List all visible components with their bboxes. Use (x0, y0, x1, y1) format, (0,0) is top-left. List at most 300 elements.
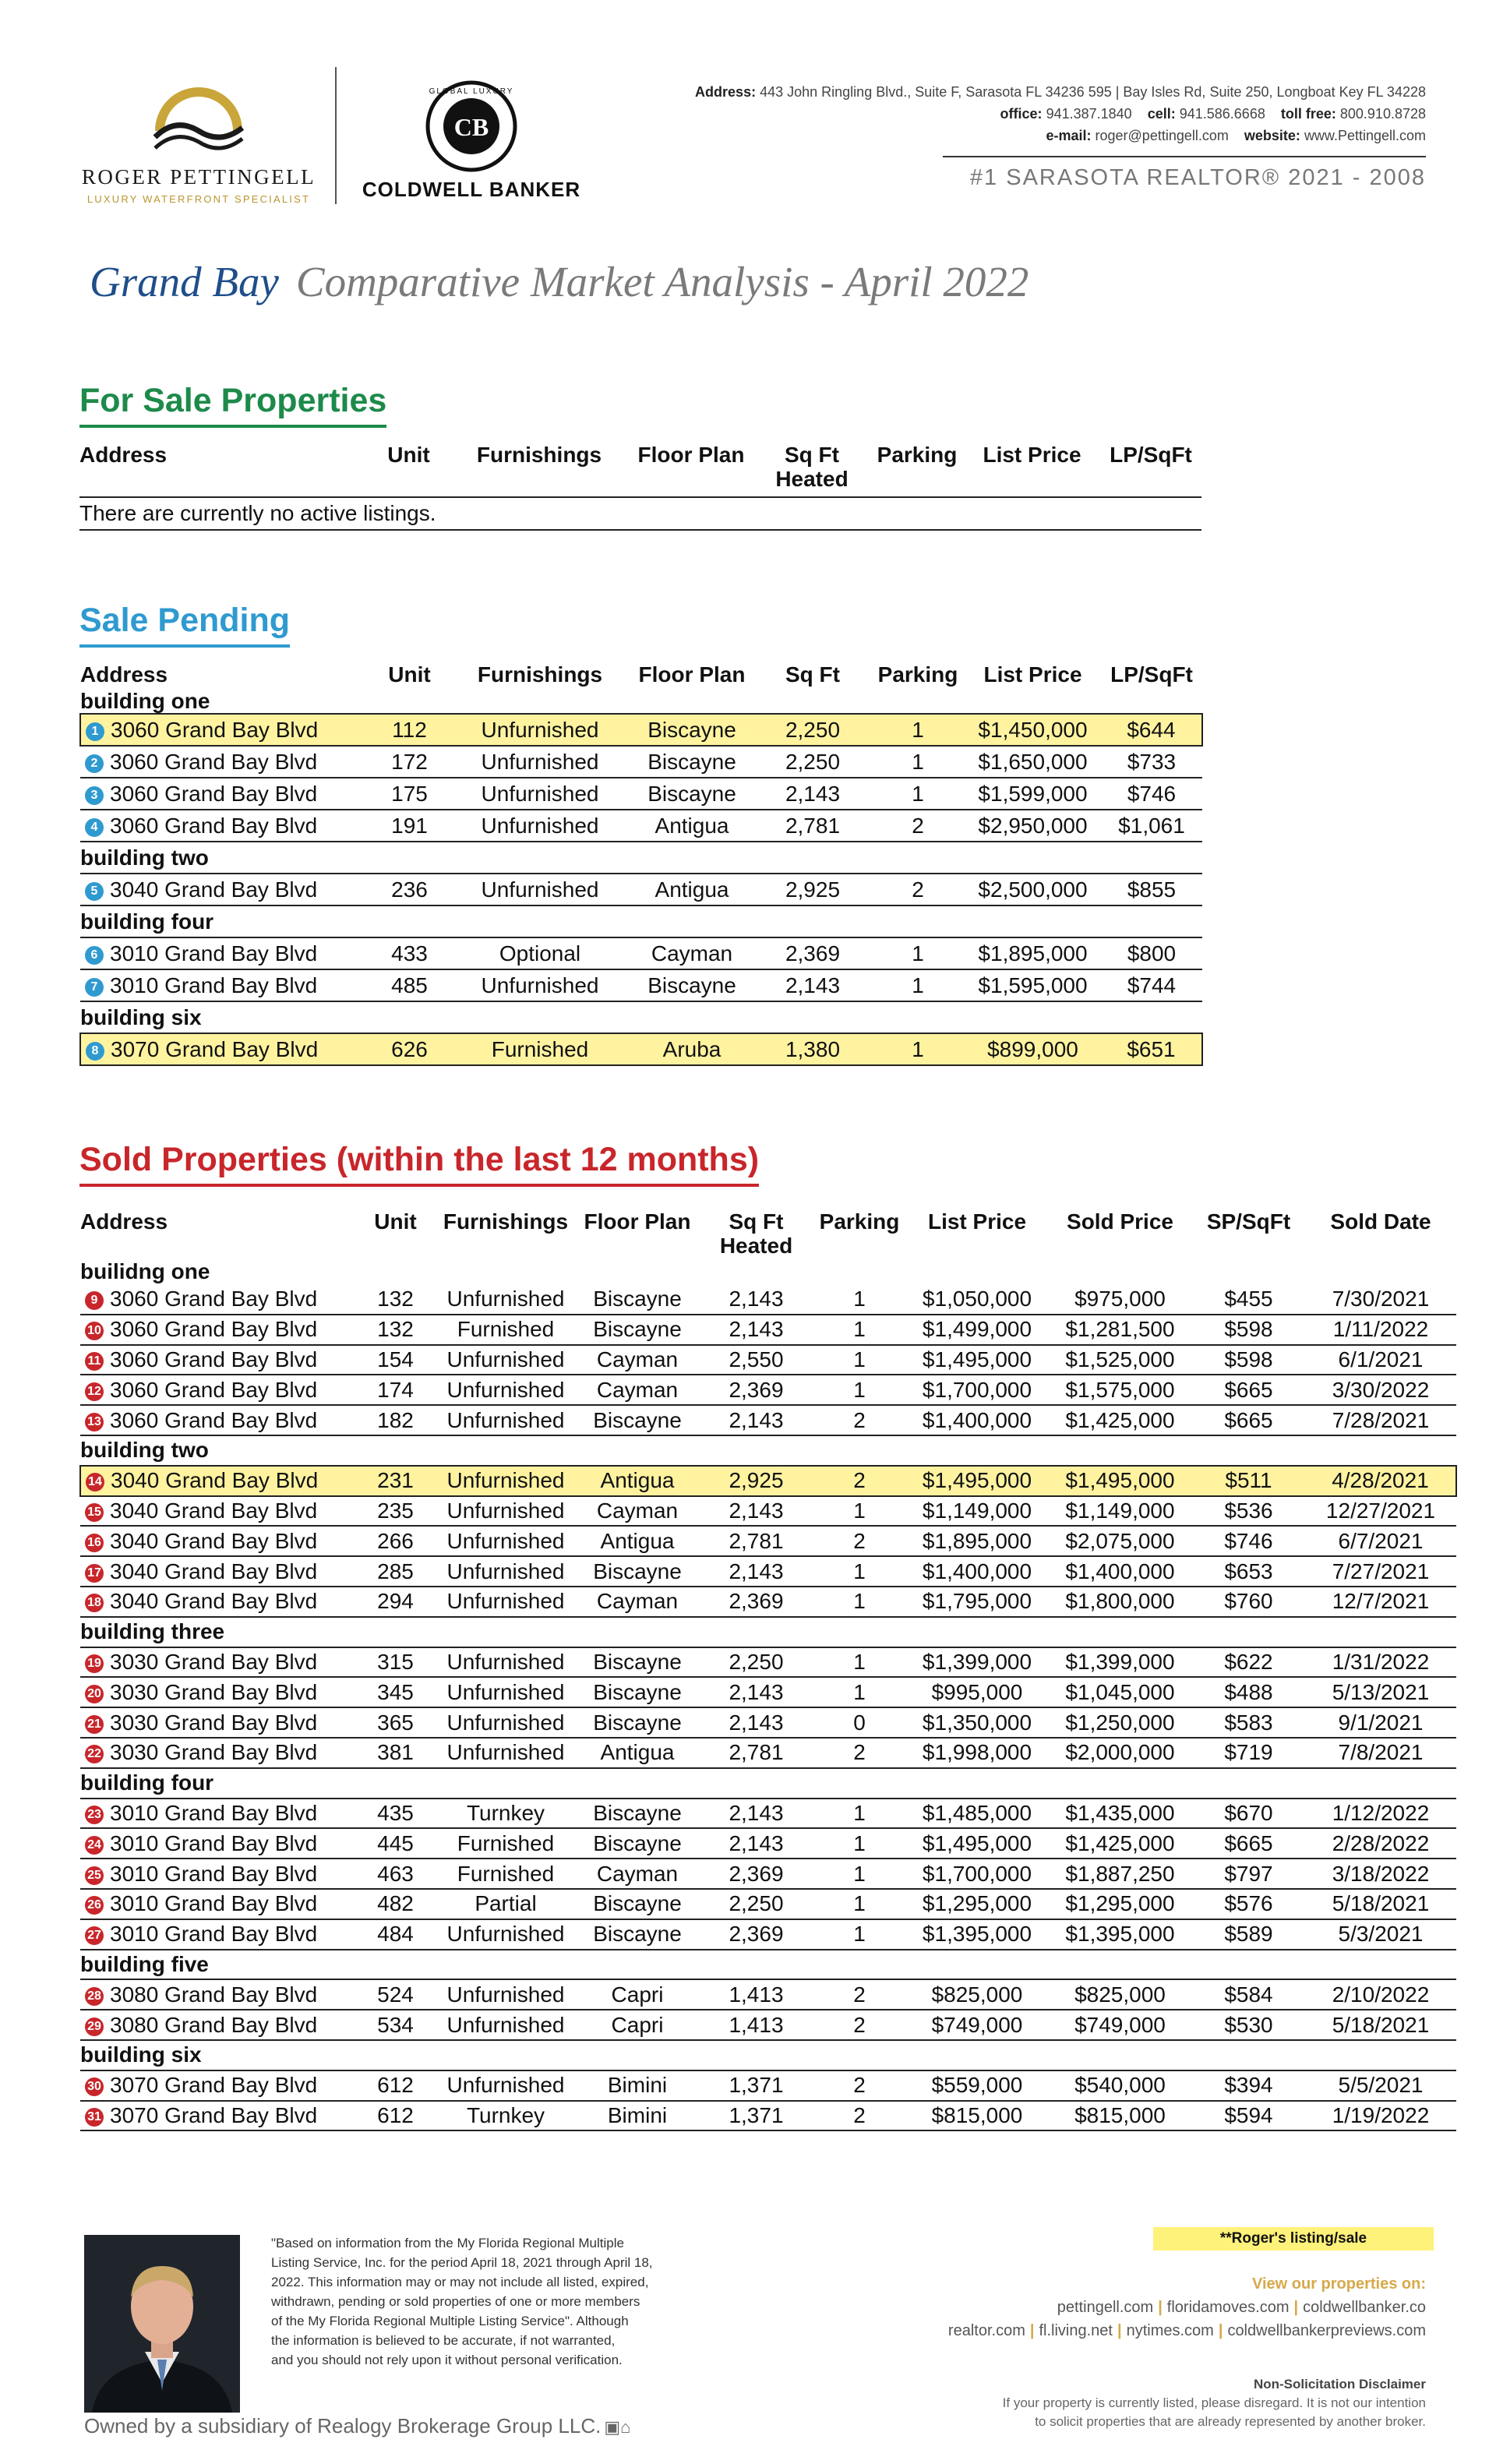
listing-row[interactable] (80, 1284, 1456, 1315)
col-list-price: List Price (964, 443, 1100, 497)
sold-date-cell: 6/7/2021 (1305, 1526, 1456, 1556)
sold-date-cell: 2/28/2022 (1305, 1828, 1456, 1859)
floor-plan-cell: Antigua (630, 874, 754, 905)
sold-date-cell: 4/28/2021 (1305, 1466, 1456, 1496)
furnishings-cell: Unfurnished (450, 874, 630, 905)
lp-sqft-cell: $800 (1101, 937, 1202, 969)
list-price-cell: $1,400,000 (906, 1405, 1048, 1435)
ownership-statement (84, 2414, 630, 2438)
cb-global-luxury-seal-icon (421, 78, 522, 175)
floor-plan-cell: Biscayne (575, 1828, 700, 1859)
unit-cell: 612 (355, 2070, 436, 2101)
furnishings-cell: Unfurnished (436, 1707, 575, 1738)
address-cell (80, 778, 369, 810)
unit-cell: 534 (355, 2010, 436, 2040)
contact-block (695, 81, 1426, 146)
listing-number-badge: 7 (85, 978, 104, 997)
parking-cell: 1 (871, 746, 965, 778)
col-unit: Unit (368, 443, 450, 497)
listing-number-badge: 3 (85, 786, 104, 805)
header-divider (335, 67, 337, 204)
parking-cell: 1 (813, 1799, 906, 1829)
sqft-cell: 2,250 (700, 1889, 813, 1919)
unit-cell: 191 (369, 810, 450, 842)
sunset-wave-icon (152, 83, 245, 161)
sold-price-cell: $1,800,000 (1048, 1587, 1192, 1617)
unit-cell: 236 (369, 874, 450, 905)
tollfree-phone[interactable]: 800.910.8728 (1339, 106, 1426, 122)
unit-cell: 172 (369, 746, 450, 778)
sold-date-cell: 5/13/2021 (1305, 1677, 1456, 1707)
floor-plan-cell: Antigua (575, 1466, 700, 1496)
cell-phone[interactable]: 941.586.6668 (1179, 106, 1265, 122)
floor-plan-cell: Antigua (575, 1738, 700, 1768)
floor-plan-cell: Cayman (630, 937, 754, 969)
listing-row[interactable] (80, 1828, 1456, 1859)
address-text: 3030 Grand Bay Blvd (110, 1710, 318, 1735)
col-furnishings: Furnishings (477, 662, 603, 687)
list-price-cell: $1,998,000 (906, 1738, 1048, 1768)
col-unit: Unit (388, 662, 431, 687)
parking-cell: 1 (871, 969, 965, 1001)
listing-legend: **Roger's listing/sale (1153, 2227, 1434, 2250)
listing-row[interactable] (80, 1707, 1456, 1738)
listing-row[interactable] (80, 1526, 1456, 1556)
site-link[interactable]: floridamoves.com (1166, 2299, 1290, 2316)
listing-number-badge: 9 (85, 1291, 104, 1310)
group-label: building one (80, 689, 210, 713)
list-price-cell: $1,495,000 (906, 1345, 1048, 1375)
list-price-cell: $1,485,000 (906, 1799, 1048, 1829)
listing-row[interactable] (80, 810, 1202, 842)
sold-price-cell: $1,250,000 (1048, 1707, 1192, 1738)
address-label: Address: (695, 84, 757, 100)
unit-cell: 345 (355, 1677, 436, 1707)
sp-sqft-cell: $584 (1192, 1979, 1305, 2010)
col-sqft: Sq Ft (785, 662, 840, 687)
sqft-cell: 2,143 (700, 1405, 813, 1435)
col-furnishings: Furnishings (443, 1209, 569, 1234)
floor-plan-cell: Capri (575, 2010, 700, 2040)
listing-row[interactable] (80, 2070, 1456, 2101)
col-sqft-heated: Sq Ft Heated (719, 1209, 793, 1258)
address-cell (80, 714, 369, 746)
site-link[interactable]: coldwellbanker.co (1303, 2299, 1426, 2316)
furnishings-cell: Unfurnished (450, 778, 630, 810)
unit-cell: 294 (355, 1587, 436, 1617)
floor-plan-cell: Biscayne (630, 778, 754, 810)
sold-date-cell: 5/18/2021 (1305, 1889, 1456, 1919)
floor-plan-cell: Aruba (630, 1033, 754, 1065)
furnishings-cell: Furnished (436, 1828, 575, 1859)
listing-number-badge: 22 (85, 1745, 104, 1763)
furnishings-cell: Furnished (450, 1033, 630, 1065)
non-solicitation-line: to solicit properties that are already represented by another broker. (1035, 2414, 1426, 2429)
list-price-cell: $1,650,000 (965, 746, 1101, 778)
sold-date-cell: 1/12/2022 (1305, 1799, 1456, 1829)
sold-date-cell: 3/30/2022 (1305, 1375, 1456, 1405)
address-text: 3040 Grand Bay Blvd (110, 1528, 318, 1553)
address-cell (80, 1405, 355, 1435)
sqft-cell: 1,380 (754, 1033, 871, 1065)
floor-plan-cell: Antigua (630, 810, 754, 842)
building-group-row (80, 1001, 1202, 1033)
address-cell (80, 1828, 355, 1859)
sqft-cell: 2,143 (700, 1677, 813, 1707)
list-price-cell: $1,450,000 (965, 714, 1101, 746)
address-text: 3030 Grand Bay Blvd (110, 1740, 318, 1765)
listing-row[interactable] (80, 1677, 1456, 1707)
listing-number-badge: 14 (86, 1473, 104, 1491)
listing-row[interactable] (80, 2010, 1456, 2040)
listing-row[interactable] (80, 874, 1202, 905)
furnishings-cell: Unfurnished (436, 1375, 575, 1405)
col-list-price: List Price (983, 662, 1082, 687)
address-text: 3080 Grand Bay Blvd (110, 2012, 318, 2037)
website-link[interactable]: www.Pettingell.com (1304, 128, 1426, 143)
listing-row[interactable] (80, 1738, 1456, 1768)
list-price-cell: $1,149,000 (906, 1496, 1048, 1527)
listing-number-badge: 30 (85, 2077, 104, 2096)
sold-price-cell: $1,281,500 (1048, 1315, 1192, 1345)
building-group-label: building six (80, 2040, 1456, 2070)
building-group-label: building four (80, 1768, 1456, 1799)
col-floor-plan: Floor Plan (584, 1209, 691, 1234)
site-link[interactable]: coldwellbankerpreviews.com (1227, 2322, 1426, 2339)
disclaimer-line: Listing Service, Inc. for the period April 18, 2021 through April 18, (271, 2255, 653, 2270)
list-price-cell: $1,495,000 (906, 1828, 1048, 1859)
sold-price-cell: $825,000 (1048, 1979, 1192, 2010)
address-text: 3040 Grand Bay Blvd (111, 1468, 319, 1493)
ownership-text: Owned by a subsidiary of Realogy Brokerage Group LLC. (84, 2414, 602, 2438)
sqft-cell: 2,925 (700, 1466, 813, 1496)
unit-cell: 484 (355, 1919, 436, 1950)
unit-cell: 132 (355, 1315, 436, 1345)
list-price-cell: $1,400,000 (906, 1556, 1048, 1587)
parking-cell: 2 (813, 1738, 906, 1768)
disclaimer-line: of the My Florida Regional Multiple Listing Service". Although (271, 2314, 629, 2328)
tollfree-label: toll free: (1280, 106, 1336, 122)
address-cell (80, 1526, 355, 1556)
furnishings-cell: Unfurnished (436, 1738, 575, 1768)
parking-cell: 1 (871, 937, 965, 969)
address-cell (80, 746, 369, 778)
unit-cell: 132 (355, 1284, 436, 1315)
floor-plan-cell: Cayman (575, 1345, 700, 1375)
listing-number-badge: 10 (85, 1322, 104, 1340)
address-text: 3060 Grand Bay Blvd (110, 1286, 318, 1311)
furnishings-cell: Unfurnished (436, 1677, 575, 1707)
sqft-cell: 2,781 (754, 810, 871, 842)
address-cell (80, 1375, 355, 1405)
sp-sqft-cell: $670 (1192, 1799, 1305, 1829)
address-cell (80, 2101, 355, 2131)
no-listings-message: There are currently no active listings. (79, 497, 1201, 530)
unit-cell: 433 (369, 937, 450, 969)
address-text: 3060 Grand Bay Blvd (110, 813, 318, 838)
sold-price-cell: $1,435,000 (1048, 1799, 1192, 1829)
listing-row[interactable] (80, 1647, 1456, 1678)
furnishings-cell: Turnkey (436, 1799, 575, 1829)
furnishings-cell: Furnished (436, 1859, 575, 1889)
parking-cell: 2 (813, 1526, 906, 1556)
listing-row[interactable] (80, 969, 1202, 1001)
furnishings-cell: Unfurnished (436, 1647, 575, 1678)
listing-row[interactable] (80, 1556, 1456, 1587)
address-text: 3040 Grand Bay Blvd (110, 1498, 318, 1523)
col-list-price: List Price (927, 1209, 1027, 1234)
sold-date-cell: 5/5/2021 (1305, 2070, 1456, 2101)
unit-cell: 182 (355, 1405, 436, 1435)
address-value: 443 John Ringling Blvd., Suite F, Sarasota FL 34236 595 | Bay Isles Rd, Suite 250, Longboat Key FL 34228 (760, 84, 1426, 100)
list-price-cell: $1,700,000 (906, 1859, 1048, 1889)
sold-price-cell: $1,425,000 (1048, 1828, 1192, 1859)
listing-number-badge: 25 (85, 1866, 104, 1885)
listing-number-badge: 5 (85, 882, 104, 901)
sp-sqft-cell: $583 (1192, 1707, 1305, 1738)
address-cell (80, 2070, 355, 2101)
site-link[interactable]: realtor.com (947, 2322, 1025, 2339)
address-text: 3040 Grand Bay Blvd (110, 1559, 318, 1583)
unit-cell: 231 (355, 1466, 436, 1496)
list-price-cell: $1,700,000 (906, 1375, 1048, 1405)
list-price-cell: $2,950,000 (965, 810, 1101, 842)
address-cell (80, 1738, 355, 1768)
rogers-listing-row[interactable] (80, 714, 1202, 746)
building-group-row (80, 842, 1202, 874)
disclaimer-line: the information is believed to be accurate, if not warranted, (271, 2333, 616, 2348)
unit-cell: 612 (355, 2101, 436, 2131)
listing-row[interactable] (80, 1405, 1456, 1435)
email-link[interactable]: roger@pettingell.com (1095, 128, 1229, 143)
lp-sqft-cell: $1,061 (1101, 810, 1202, 842)
address-cell (80, 1496, 355, 1527)
rank-text: #1 SARASOTA REALTOR® 2021 - 2008 (969, 165, 1426, 190)
address-text: 3060 Grand Bay Blvd (110, 749, 318, 774)
brand-tagline: LUXURY WATERFRONT SPECIALIST (86, 193, 311, 205)
floor-plan-cell: Biscayne (575, 1889, 700, 1919)
mls-disclaimer (271, 2233, 676, 2370)
unit-cell: 524 (355, 1979, 436, 2010)
address-cell (80, 1919, 355, 1950)
sp-sqft-cell: $598 (1192, 1315, 1305, 1345)
address-text: 3010 Grand Bay Blvd (110, 941, 318, 965)
listing-number-badge: 28 (85, 1987, 104, 2006)
furnishings-cell: Unfurnished (436, 1587, 575, 1617)
listing-number-badge: 21 (85, 1715, 104, 1734)
address-text: 3030 Grand Bay Blvd (110, 1679, 318, 1704)
list-price-cell: $1,350,000 (906, 1707, 1048, 1738)
sp-sqft-cell: $760 (1192, 1587, 1305, 1617)
sp-sqft-cell: $665 (1192, 1375, 1305, 1405)
listing-number-badge: 26 (85, 1896, 104, 1915)
listing-number-badge: 24 (85, 1836, 104, 1855)
sqft-cell: 2,925 (754, 874, 871, 905)
list-price-cell: $815,000 (906, 2101, 1048, 2131)
rogers-listing-row[interactable] (80, 1033, 1202, 1065)
view-properties-title: View our properties on: (1252, 2275, 1426, 2293)
parking-cell: 2 (871, 810, 965, 842)
listing-row[interactable] (80, 1799, 1456, 1829)
sp-sqft-cell: $576 (1192, 1889, 1305, 1919)
list-price-cell: $1,395,000 (906, 1919, 1048, 1950)
floor-plan-cell: Biscayne (575, 1284, 700, 1315)
furnishings-cell: Turnkey (436, 2101, 575, 2131)
address-cell (80, 1677, 355, 1707)
parking-cell: 2 (813, 2070, 906, 2101)
sites-line-2: realtor.com | fl.living.net | nytimes.com | coldwellbankerpreviews.com (947, 2322, 1426, 2339)
unit-cell: 175 (369, 778, 450, 810)
parking-cell: 1 (813, 1556, 906, 1587)
lp-sqft-cell: $733 (1101, 746, 1202, 778)
list-price-cell: $1,495,000 (906, 1466, 1048, 1496)
parking-cell: 1 (813, 1677, 906, 1707)
sold-price-cell: $1,495,000 (1048, 1466, 1192, 1496)
sold-price-cell: $1,400,000 (1048, 1556, 1192, 1587)
parking-cell: 0 (813, 1707, 906, 1738)
parking-cell: 1 (813, 1587, 906, 1617)
listing-row[interactable] (80, 1889, 1456, 1919)
unit-cell: 235 (355, 1496, 436, 1527)
listing-row[interactable] (80, 778, 1202, 810)
col-sp-sqft: SP/SqFt (1206, 1209, 1291, 1234)
contact-divider (943, 156, 1426, 157)
listing-row[interactable] (80, 1496, 1456, 1527)
unit-cell: 485 (369, 969, 450, 1001)
listing-row[interactable] (80, 1859, 1456, 1889)
furnishings-cell: Unfurnished (436, 2070, 575, 2101)
floor-plan-cell: Biscayne (575, 1556, 700, 1587)
parking-cell: 1 (871, 778, 965, 810)
parking-cell: 2 (813, 1405, 906, 1435)
sold-date-cell: 9/1/2021 (1305, 1707, 1456, 1738)
col-floor-plan: Floor Plan (629, 443, 753, 497)
col-address: Address (80, 662, 168, 687)
furnishings-cell: Unfurnished (436, 1345, 575, 1375)
brand-name: ROGER PETTINGELL (81, 165, 316, 189)
listing-number-badge: 12 (85, 1382, 104, 1401)
listing-row[interactable] (80, 2101, 1456, 2131)
parking-cell: 1 (871, 714, 965, 746)
col-lp-sqft: LP/SqFt (1110, 662, 1193, 687)
address-cell (80, 969, 369, 1001)
site-link[interactable]: nytimes.com (1126, 2322, 1214, 2339)
address-cell (80, 874, 369, 905)
unit-cell: 154 (355, 1345, 436, 1375)
address-text: 3010 Grand Bay Blvd (110, 973, 318, 997)
listing-row[interactable] (80, 1587, 1456, 1617)
address-text: 3060 Grand Bay Blvd (110, 1317, 318, 1342)
cb-ring-text: GLOBAL LUXURY (429, 87, 514, 96)
unit-cell: 381 (355, 1738, 436, 1768)
address-line (695, 81, 1426, 103)
sold-date-cell: 1/19/2022 (1305, 2101, 1456, 2131)
address-text: 3040 Grand Bay Blvd (110, 1589, 318, 1614)
listing-row[interactable] (80, 1315, 1456, 1345)
listing-row[interactable] (80, 1919, 1456, 1950)
disclaimer-line: withdrawn, pending or sold properties of one or more members (271, 2294, 640, 2309)
sqft-cell: 2,143 (700, 1496, 813, 1527)
for-sale-heading: For Sale Properties (79, 382, 387, 419)
listing-row[interactable] (80, 937, 1202, 969)
listing-row[interactable] (80, 1979, 1456, 2010)
sqft-cell: 2,143 (700, 1284, 813, 1315)
unit-cell: 285 (355, 1556, 436, 1587)
site-link[interactable]: pettingell.com (1057, 2299, 1154, 2316)
email-label: e-mail: (1046, 128, 1092, 143)
address-cell (80, 1315, 355, 1345)
listing-row[interactable] (80, 1345, 1456, 1375)
listing-number-badge: 27 (85, 1926, 104, 1945)
listing-number-badge: 29 (85, 2017, 104, 2036)
sale-pending-heading: Sale Pending (79, 602, 291, 639)
cell-label: cell: (1147, 106, 1176, 122)
floor-plan-cell: Biscayne (575, 1405, 700, 1435)
equal-housing-icon: ▣⌂ (604, 2417, 631, 2437)
sqft-cell: 2,781 (700, 1738, 813, 1768)
list-price-cell: $1,895,000 (906, 1526, 1048, 1556)
phone-line (695, 103, 1426, 125)
sold-price-cell: $1,399,000 (1048, 1647, 1192, 1678)
rogers-listing-row[interactable] (80, 1466, 1456, 1496)
sold-properties-table (79, 1209, 1457, 2131)
list-price-cell: $1,599,000 (965, 778, 1101, 810)
col-parking: Parking (877, 662, 958, 687)
furnishings-cell: Unfurnished (436, 1405, 575, 1435)
page-title (90, 257, 1028, 306)
address-text: 3010 Grand Bay Blvd (110, 1861, 318, 1886)
listing-row[interactable] (80, 746, 1202, 778)
parking-cell: 1 (813, 1375, 906, 1405)
building-group-row (80, 1950, 1456, 1980)
floor-plan-cell: Biscayne (630, 714, 754, 746)
disclaimer-line: 2022. This information may or may not include all listed, expired, (271, 2275, 649, 2289)
building-group-row (80, 1435, 1456, 1466)
furnishings-cell: Unfurnished (450, 746, 630, 778)
coldwell-banker-logo (358, 78, 584, 203)
address-text: 3030 Grand Bay Blvd (110, 1649, 318, 1674)
pettingell-logo (78, 78, 319, 210)
address-text: 3010 Grand Bay Blvd (110, 1922, 318, 1947)
office-label: office: (1000, 106, 1043, 122)
sp-sqft-cell: $719 (1192, 1738, 1305, 1768)
sp-sqft-cell: $536 (1192, 1496, 1305, 1527)
sold-date-cell: 5/3/2021 (1305, 1919, 1456, 1950)
building-group-label: building two (80, 1435, 1456, 1466)
parking-cell: 1 (813, 1496, 906, 1527)
sold-price-cell: $1,395,000 (1048, 1919, 1192, 1950)
office-phone[interactable]: 941.387.1840 (1046, 106, 1132, 122)
listing-number-badge: 15 (85, 1503, 104, 1522)
sp-sqft-cell: $653 (1192, 1556, 1305, 1587)
sold-price-cell: $1,575,000 (1048, 1375, 1192, 1405)
listing-row[interactable] (80, 1375, 1456, 1405)
col-unit: Unit (374, 1209, 417, 1234)
parking-cell: 1 (813, 1345, 906, 1375)
unit-cell: 445 (355, 1828, 436, 1859)
lp-sqft-cell: $855 (1101, 874, 1202, 905)
listing-number-badge: 4 (85, 818, 104, 837)
address-cell (80, 1889, 355, 1919)
sold-date-cell: 12/7/2021 (1305, 1587, 1456, 1617)
sp-sqft-cell: $488 (1192, 1677, 1305, 1707)
list-price-cell: $1,399,000 (906, 1647, 1048, 1678)
sold-date-cell: 5/18/2021 (1305, 2010, 1456, 2040)
site-link[interactable]: fl.living.net (1039, 2322, 1113, 2339)
listing-number-badge: 23 (85, 1806, 104, 1824)
furnishings-cell: Unfurnished (450, 714, 630, 746)
floor-plan-cell: Cayman (575, 1859, 700, 1889)
